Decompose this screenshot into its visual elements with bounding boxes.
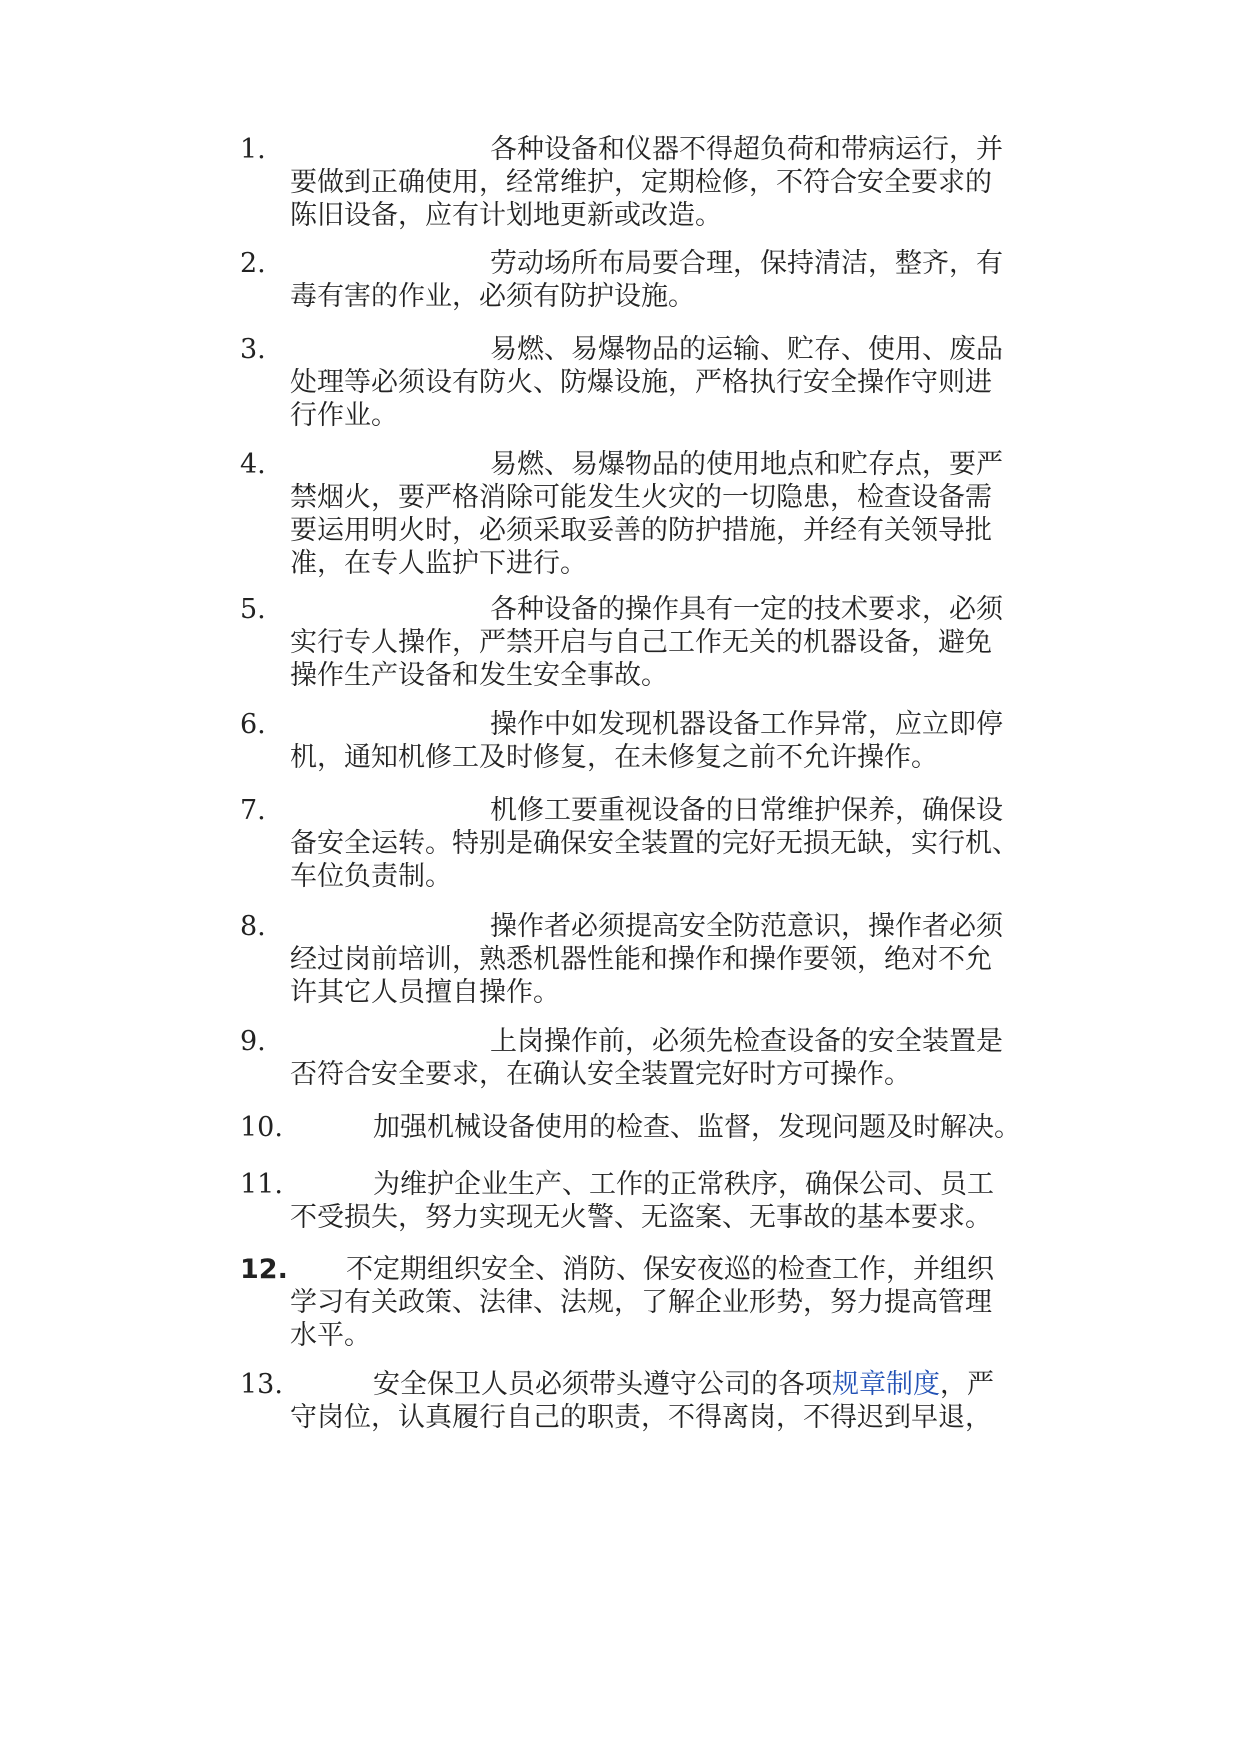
list-item xyxy=(240,1111,1040,1144)
item-line: 毒有害的作业，必须有防护设施。 xyxy=(290,281,695,312)
list-item xyxy=(240,333,1040,432)
item-line: 劳动场所布局要合理，保持清洁，整齐，有 xyxy=(490,248,1003,279)
item-number: 9. xyxy=(240,1026,266,1057)
item-number: 3. xyxy=(240,334,266,365)
item-number: 13. xyxy=(240,1369,283,1400)
item-line: 准，在专人监护下进行。 xyxy=(290,548,587,579)
item-line: 加强机械设备使用的检查、监督，发现问题及时解决。 xyxy=(373,1112,1021,1143)
list-item xyxy=(240,910,1040,1009)
item-number: 2. xyxy=(240,248,266,279)
regulations-link[interactable]: 规章制度 xyxy=(832,1369,940,1400)
item-number: 5. xyxy=(240,594,266,625)
item-number: 8. xyxy=(240,911,266,942)
list-item xyxy=(240,1168,1040,1234)
item-line: 各种设备和仪器不得超负荷和带病运行，并 xyxy=(490,134,1003,165)
item-number: 1. xyxy=(240,134,266,165)
item-line: 禁烟火，要严格消除可能发生火灾的一切隐患，检查设备需 xyxy=(290,482,992,513)
list-item xyxy=(240,1253,1040,1352)
item-number: 12. xyxy=(240,1254,288,1285)
list-item xyxy=(240,1025,1040,1091)
item-line: 要做到正确使用，经常维护，定期检修，不符合安全要求的 xyxy=(290,167,992,198)
item-line: 机，通知机修工及时修复，在未修复之前不允许操作。 xyxy=(290,742,938,773)
item-line: 实行专人操作，严禁开启与自己工作无关的机器设备，避免 xyxy=(290,627,992,658)
item-line: 机修工要重视设备的日常维护保养，确保设 xyxy=(490,795,1003,826)
item-line: 车位负责制。 xyxy=(290,861,452,892)
item-line: 备安全运转。特别是确保安全装置的完好无损无缺，实行机、 xyxy=(290,828,1019,859)
item-line: 操作者必须提高安全防范意识，操作者必须 xyxy=(490,911,1003,942)
list-item xyxy=(240,247,1040,313)
list-item xyxy=(240,133,1040,232)
item-line: 水平。 xyxy=(290,1320,371,1351)
item-line: 为维护企业生产、工作的正常秩序，确保公司、员工 xyxy=(373,1169,994,1200)
item-line: 要运用明火时，必须采取妥善的防护措施，并经有关领导批 xyxy=(290,515,992,546)
list-item xyxy=(240,794,1040,893)
item-line: 学习有关政策、法律、法规，了解企业形势，努力提高管理 xyxy=(290,1287,992,1318)
item-number: 4. xyxy=(240,449,266,480)
list-item xyxy=(240,593,1040,692)
item-number: 11. xyxy=(240,1169,283,1200)
item-line: 上岗操作前，必须先检查设备的安全装置是 xyxy=(490,1026,1003,1057)
item-line: 不受损失，努力实现无火警、无盗案、无事故的基本要求。 xyxy=(290,1202,992,1233)
item-line: 守岗位，认真履行自己的职责，不得离岗，不得迟到早退， xyxy=(290,1402,992,1433)
item-line: 操作生产设备和发生安全事故。 xyxy=(290,660,668,691)
item-line: 经过岗前培训，熟悉机器性能和操作和操作要领，绝对不允 xyxy=(290,944,992,975)
item-number: 6. xyxy=(240,709,266,740)
list-item xyxy=(240,1368,1040,1434)
item-line: 易燃、易爆物品的使用地点和贮存点，要严 xyxy=(490,449,1003,480)
item-text: 安全保卫人员必须带头遵守公司的各项 xyxy=(373,1369,832,1400)
item-line: 行作业。 xyxy=(290,400,398,431)
item-line: 否符合安全要求，在确认安全装置完好时方可操作。 xyxy=(290,1059,911,1090)
list-item xyxy=(240,448,1040,580)
item-line xyxy=(240,1368,1040,1401)
item-line: 操作中如发现机器设备工作异常，应立即停 xyxy=(490,709,1003,740)
item-line: 陈旧设备，应有计划地更新或改造。 xyxy=(290,200,722,231)
item-number: 10. xyxy=(240,1112,283,1143)
list-item xyxy=(240,708,1040,774)
item-line: 处理等必须设有防火、防爆设施，严格执行安全操作守则进 xyxy=(290,367,992,398)
item-number: 7. xyxy=(240,795,266,826)
item-line: 不定期组织安全、消防、保安夜巡的检查工作，并组织 xyxy=(346,1254,994,1285)
item-line: 易燃、易爆物品的运输、贮存、使用、废品 xyxy=(490,334,1003,365)
item-line: 许其它人员擅自操作。 xyxy=(290,977,560,1008)
item-line: 各种设备的操作具有一定的技术要求，必须 xyxy=(490,594,1003,625)
item-text: ，严 xyxy=(940,1369,994,1400)
